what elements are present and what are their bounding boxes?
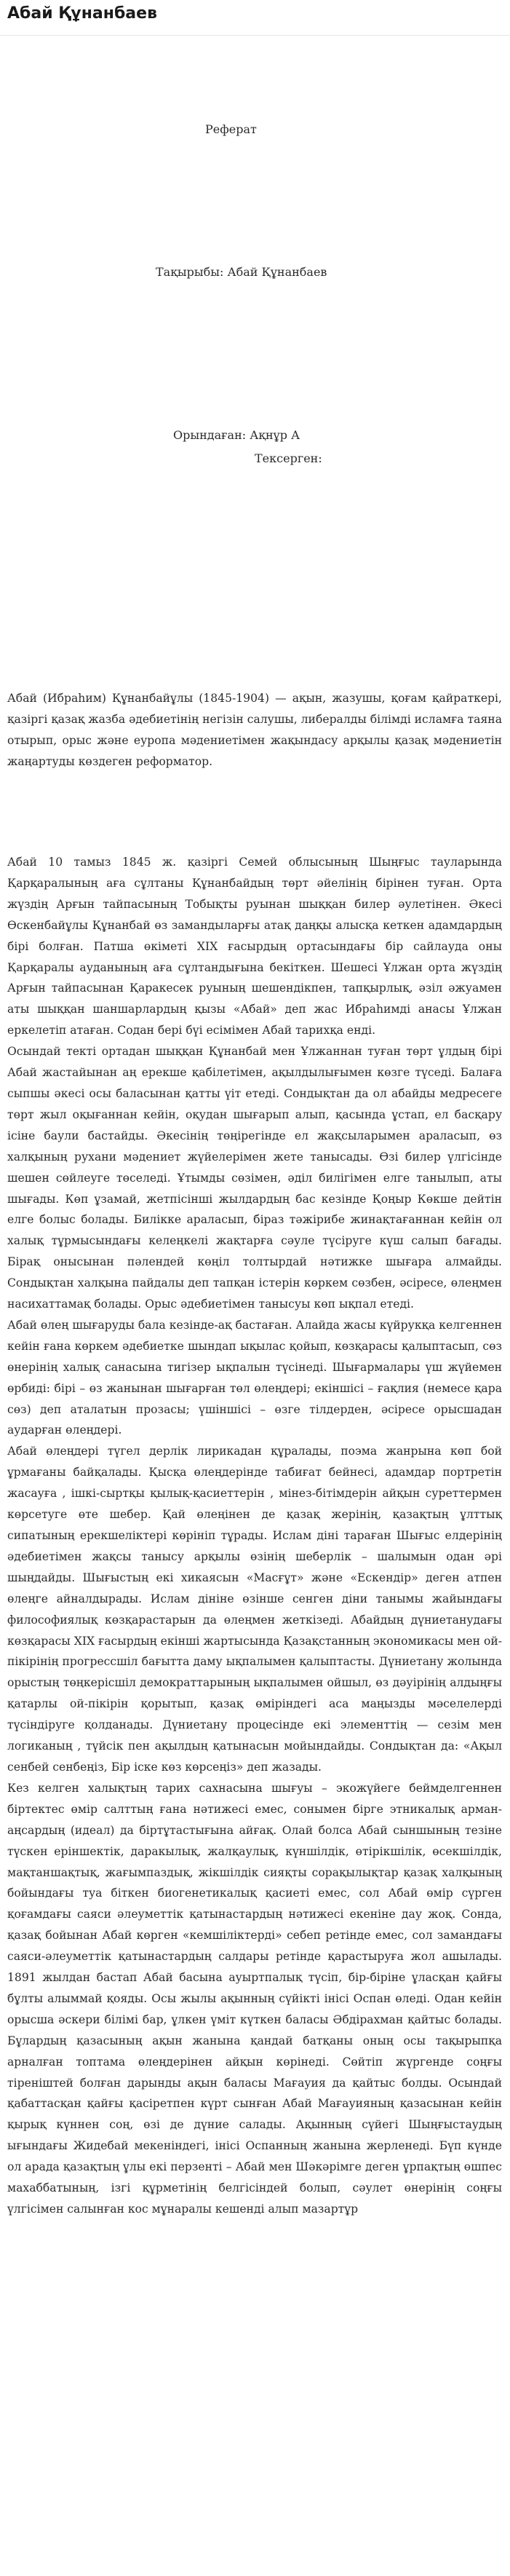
- paragraph-poetry-start: Абай өлең шығаруды бала кезінде-ақ бастаған. Алайда жасы күйрукқа келгеннен кейін ғана көркем әдебиетке шындап ықылас қойып, көзқарасы қалыптасып, сөз өнерінің халық санасына тигізер ықпалын түсінеді. Шығармалары үш жүйемен өрбиді: бірі – өз жанынан шығарған төл өлеңдері; екіншісі – ғақлия (немесе қара сөз) деп аталатын прозасы; үшіншісі – өзге тілдерден, әсіресе орысшадан аударған өлеңдері.: [7, 1318, 502, 1437]
- page-title: Абай Құнанбаев: [7, 4, 157, 23]
- document-type: Реферат: [205, 122, 257, 136]
- topic-line: Тақырыбы: Абай Құнанбаев: [156, 265, 327, 279]
- page-header: [0, 0, 510, 36]
- reviewer-line: Тексерген:: [255, 451, 322, 465]
- article-body: [7, 852, 502, 2220]
- intro-paragraph: [7, 688, 502, 773]
- paragraph-lyrics: Абай өлеңдері түгел дерлік лирикадан құралады, поэма жанрына көп бой ұрмағаны байқалады. Қысқа өлеңдерінде табиғат бейнесі, адамдар портретін жасауға , ішкі-сыртқы қылық-қасиеттерін , мінез-бітімдерін айқын суреттермен көрсетуге өте шебер. Қай өлеңінен де қазақ жерінің, қазақтың ұлттық сипатының ерекшеліктері көрініп тұрады. Ислам діні тараған Шығыс елдерінің әдебиетімен жақсы танысу арқылы өзінің шеберлік – шалымын одан әрі шыңдайды. Шығыстың екі хикаясын «Масғұт» және «Ескендір» деген атпен өлеңге айналдырады. Ислам дініне өзінше сенген діни танымы жайындағы философиялық көзқарастарын да өлеңмен жеткізеді. Абайдың дүниетанудағы көзқарасы XIX ғасырдың екінші жартысында Қазақстанның экономикасы мен ой-пікірінің прогрессшіл бағытта даму ықпалымен қалыптасты. Дүниетану жолында орыстың төңкерісшіл демократтарының ықпалымен ойшыл, өз дәуірінің алдыңғы қатарлы ой-пікірін қорытып, қазақ өміріндегі аса маңызды мәселелерді түсіндіруге қолданады. Дүниетану процесінде екі элементтің — сезім мен логиканың , түйсік пен ақылдың қатынасын мойындайды. Сондықтан да: «Ақыл сенбей сенбеңіз, Бір іске көз көрсеңіз» деп жазады.: [7, 1445, 502, 1774]
- paragraph-biography: Абай 10 тамыз 1845 ж. қазіргі Семей облысының Шыңғыс тауларында Қарқаралының аға сұлтаны Құнанбайдың төрт әйелінің бірінен туған. Орта жүздің Арғын тайпасының Тобықты руынан шыққан билер әулетінен. Әкесі Өскенбайұлы Құнанбай өз замандыларғы атақ даңқы алысқа кеткен адамдардың бірі болған. Патша өкіметі XIX ғасырдың ортасындағы бір сайлауда оны Қарқаралы ауданының аға сұлтандығына бекіткен. Шешесі Ұлжан орта жүздің Арғын тайпасынан Қаракесек руының шешендікпен, тапқырлық, әзіл әжуамен аты шыққан шаншарлардың қызы «Абай» деп жас Ибраһимді анасы Ұлжан еркелетіп атаған. Содан бері бүі есімімен Абай тарихқа енді.: [7, 856, 502, 1038]
- author-line: Орындаған: Ақнұр А: [173, 428, 300, 442]
- paragraph-final-years: Кез келген халықтың тарих сахнасына шығуы – экожүйеге беймделгеннен біртектес өмір салттың ғана нәтижесі емес, сонымен бірге этникалық арман-аңсардың (идеал) да біртұтастығына айғақ. Олай болса Абай сыншының тезіне түскен еріншектік, даракылық, жалқаулық, күншілдік, өтірікшілік, өсекшілдік, мақтаншақтық, жағымпаздық, жікшілдік сияқты сорақылықтар қазақ халқының бойындағы туа біткен биогенетикалық қасиеті емес, сол Абай өмір сүрген қоғамдағы саяси әлеуметтік қатынастардың нәтижесі екеніне дау жоқ. Сонда, қазақ бойынан Абай көрген «кемшіліктерді» себеп ретінде емес, сол замандағы саяси-әлеуметтік қатынастардың салдары ретінде қарастыруға жол ашылады. 1891 жылдан бастап Абай басына ауыртпалық түсіп, бір-біріне ұласқан қайғы бұлты алыммай қояды. Осы жылы ақынның сүйікті інісі Оспан өледі. Одан кейін орысша әскери білімі бар, ұлкен үміт күткен баласы Әбдірахман қайтыс болады. Бұлардың қазасының ақын жанына қандай батқаны оның осы тақырыпқа арналған топтама өлеңдерінен айқын көрінеді. Сөйтіп жүргенде соңғы тіреніштей болған дарынды ақын баласы Мағауия да қайтыс болды. Осындай қабаттасқан қайғы қасіретпен күрт сынған Абай Мағауияның қазасынан кейін қырық күннен соң, өзі де дүние салады. Ақынның сүйегі Шыңғыстаудың ығындағы Жидебай мекеніндегі, інісі Оспанның жанына жерленеді. Бүп күнде ол арада қазақтың ұлы екі перзенті – Абай мен Шәкәрімге деген ұрпақтың өшпес махаббатының, ізгі құрметінің белгісіндей болып, сәулет өнерінің соңғы үлгісімен салынған кос мұнаралы кешенді алып мазартұр: [7, 1781, 502, 2216]
- intro-text: Абай (Ибраһим) Құнанбайұлы (1845-1904) — ақын, жазушы, қоғам қайраткері, қазіргі қазақ жазба әдебиетінің негізін салушы, либералды білімді исламға таяна отырып, орыс және еуропа мәдениетімен жақындасу арқылы қазақ мәдениетін жаңартуды көздеген реформатор.: [7, 692, 502, 768]
- paragraph-youth: Осындай текті ортадан шыққан Құнанбай мен Ұлжаннан туған төрт ұлдың бірі Абай жастайынан аң ерекше қабілетімен, ақылдылығымен көзге түседі. Балаға сыпшы әкесі осы баласынан қатты үіт етеді. Сондықтан да ол абайды медресеге төрт жыл оқығаннан кейін, оқудан шығарып алып, қасында ұстап, ел басқару ісіне баули бастайды. Әкесінің төңірегінде ел жақсыларымен араласып, өз халқының рухани мәдениет жүйелерімен жете танысады. Өзі билер үлгісінде шешен сөйлеуге төселеді. Ұтымды сөзімен, әділ билігімен елге танылып, аты шығады. Көп ұзамай, жетпісінші жылдардың бас кезінде Қоңыр Көкше дейтін елге болыс болады. Билікке араласып, біраз тәжірибе жинақтағаннан кейін ол халық тұрмысындағы келеңкелі жақтарға сәуле түсіруге күш салып бағады. Бірақ оныcынан пәлендей көңіл толтырдай нәтижке шығара алмайды. Сондықтан халқына пайдалы деп тапқан істерін көркем сөзбен, әсіресе, өлеңмен насихаттамақ болады. Орыс әдебиетімен танысуы көп ықпал етеді.: [7, 1045, 502, 1311]
